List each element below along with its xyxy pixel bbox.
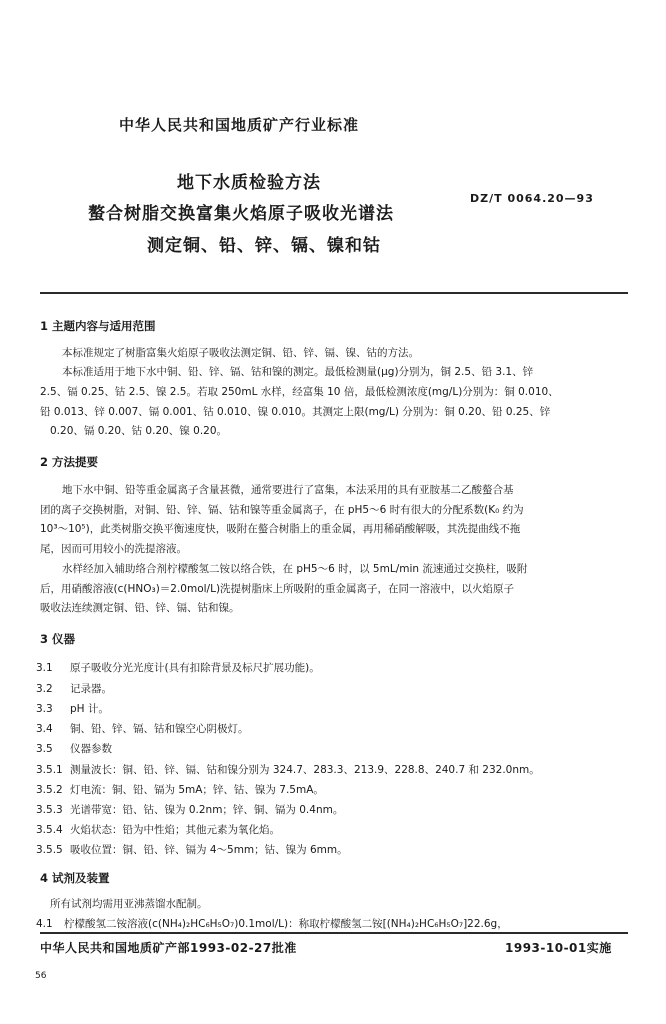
section-2-paragraph-1-line: 团的离子交换树脂，对铜、铅、锌、镉、钴和镍等重金属离子，在 pH5～6 时有很大的分配系数(K₀ 约为 [40,504,524,516]
item-number: 3.5.2 [36,784,63,796]
instrument-item [36,660,320,675]
instrument-item [36,701,109,716]
section-2-heading: 2 方法提要 [40,455,99,469]
instrument-item [36,802,343,817]
instrument-item [36,822,280,837]
item-number: 3.5 [36,743,53,755]
item-text: 吸收位置：铜、铅、锌、镉为 4～5mm；钴、镍为 6mm。 [70,844,348,856]
instrument-item [36,782,324,797]
item-text: pH 计。 [70,703,109,715]
item-text: 铜、铅、锌、镉、钴和镍空心阴极灯。 [70,723,249,735]
item-number: 4.1 [36,918,53,930]
page-number: 56 [35,971,47,981]
section-2-paragraph-2-line: 后，用硝酸溶液(c(HNO₃)＝2.0mol/L)洗提树脂床上所吸附的重金属离子，在同一溶液中，以火焰原子 [40,583,515,595]
section-3-heading: 3 仪器 [40,632,76,646]
item-number: 3.5.1 [36,764,63,776]
item-number: 3.2 [36,683,53,695]
instrument-item [36,681,112,696]
section-4-heading: 4 试剂及装置 [40,871,110,885]
item-text: 光谱带宽：铅、钴、镍为 0.2nm；锌、铜、镉为 0.4nm。 [70,804,344,816]
effective-date: 1993-10-01实施 [505,941,612,955]
item-number: 3.5.5 [36,844,63,856]
item-text: 记录器。 [70,683,112,695]
item-text: 柠檬酸氢二铵溶液(c(NH₄)₂HC₆H₅O₇)0.1mol/L)：称取柠檬酸氢二铵[(NH₄)₂HC₆H₅O₇]22.6g， [64,918,508,930]
item-number: 3.5.4 [36,824,63,836]
instrument-item [36,842,348,857]
section-2-paragraph-1-line: 尾，因而可用较小的洗提溶液。 [40,543,187,555]
item-text: 原子吸收分光光度计(具有扣除背景及标尺扩展功能)。 [70,662,320,674]
item-text: 火焰状态：铅为中性焰；其他元素为氧化焰。 [70,824,280,836]
instrument-item [36,741,112,756]
section-2-paragraph-2-line: 水样经加入辅助络合剂柠檬酸氢二铵以络合铁，在 pH5～6 时，以 5mL/min 流速通过交换柱，吸附 [62,563,528,575]
section-1-heading: 1 主题内容与适用范围 [40,319,156,333]
item-number: 3.1 [36,662,53,674]
section-4-paragraph: 所有试剂均需用亚沸蒸馏水配制。 [50,898,208,910]
item-number: 3.5.3 [36,804,63,816]
title-line-1: 地下水质检验方法 [177,173,321,193]
section-2-paragraph-2-line: 吸收法连续测定铜、铅、锌、镉、钴和镍。 [40,602,240,614]
reagent-item [36,916,508,931]
item-number: 3.3 [36,703,53,715]
item-number: 3.4 [36,723,53,735]
instrument-item [36,762,540,777]
section-1-paragraph-2-line: 2.5、镉 0.25、钴 2.5、镍 2.5。若取 250mL 水样，经富集 10 倍，最低检测浓度(mg/L)分别为：铜 0.010、 [40,386,559,398]
top-rule [40,292,628,294]
approval-date: 中华人民共和国地质矿产部1993-02-27批准 [40,941,297,955]
section-2-paragraph-1-line: 10³～10⁵)，此类树脂交换平衡速度快，吸附在螯合树脂上的重金属，再用稀硝酸解吸，其洗提曲线不拖 [40,523,521,535]
item-text: 仪器参数 [70,743,112,755]
title-line-2: 螯合树脂交换富集火焰原子吸收光谱法 [88,204,394,224]
section-1-paragraph-2-line: 0.20、镉 0.20、钴 0.20、镍 0.20。 [50,425,228,437]
standard-code: DZ/T 0064.20—93 [470,192,594,205]
title-line-3: 测定铜、铅、锌、镉、镍和钴 [147,236,381,256]
footer-rule [40,932,628,934]
section-2-paragraph-1-line: 地下水中铜、铅等重金属离子含量甚微，通常要进行了富集，本法采用的具有亚胺基二乙酸螯合基 [62,484,514,496]
instrument-item [36,721,249,736]
standard-header: 中华人民共和国地质矿产行业标准 [119,116,360,134]
section-1-paragraph-2-line: 本标准适用于地下水中铜、铅、锌、镉、钴和镍的测定。最低检测量(μg)分别为，铜 2.5、铅 3.1、锌 [62,366,534,378]
item-text: 测量波长：铜、铅、锌、镉、钴和镍分别为 324.7、283.3、213.9、228.8、240.7 和 232.0nm。 [70,764,540,776]
section-1-paragraph-2-line: 铅 0.013、锌 0.007、镉 0.001、钴 0.010、镍 0.010。其测定上限(mg/L) 分别为：铜 0.20、铅 0.25、锌 [40,406,551,418]
section-1-paragraph-1: 本标准规定了树脂富集火焰原子吸收法测定铜、铅、锌、镉、镍、钴的方法。 [62,347,419,359]
item-text: 灯电流：铜、铅、镉为 5mA；锌、钴、镍为 7.5mA。 [70,784,324,796]
